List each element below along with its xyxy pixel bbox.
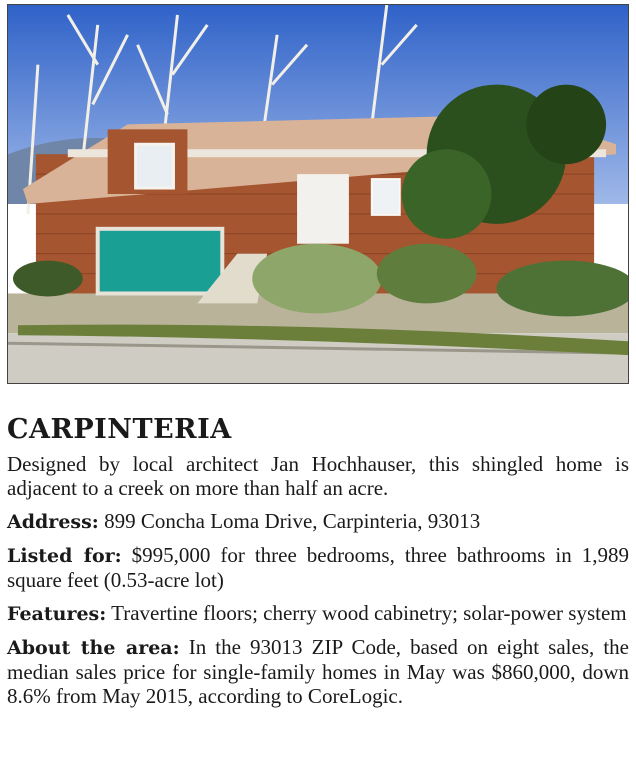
features-label: Features: bbox=[7, 603, 107, 625]
listed-label: Listed for: bbox=[7, 545, 122, 567]
house-photo bbox=[7, 4, 629, 384]
features-paragraph bbox=[7, 601, 629, 626]
headline: CARPINTERIA bbox=[7, 414, 232, 445]
upper-window bbox=[136, 144, 174, 188]
address-label: Address: bbox=[7, 511, 99, 533]
garage-door bbox=[98, 229, 223, 294]
area-label: About the area: bbox=[7, 637, 180, 659]
window bbox=[372, 179, 400, 215]
house-illustration bbox=[8, 5, 628, 383]
area-value: In the 93013 ZIP Code, based on eight sales, the median sales price for single-family homes in May was $860,000, down 8.6% from May 2015, according to CoreLogic. bbox=[7, 635, 629, 708]
area-paragraph bbox=[7, 635, 629, 708]
front-door bbox=[297, 174, 349, 244]
listed-value: $995,000 for three bedrooms, three bathrooms in 1,989 square feet (0.53-acre lot) bbox=[7, 543, 629, 592]
features-value: Travertine floors; cherry wood cabinetry; solar-power system bbox=[106, 601, 627, 625]
listed-paragraph bbox=[7, 543, 629, 592]
article bbox=[7, 414, 629, 717]
address-value: 899 Concha Loma Drive, Carpinteria, 93013 bbox=[98, 509, 481, 533]
address-paragraph bbox=[7, 509, 629, 534]
intro-paragraph: Designed by local architect Jan Hochhauser, this shingled home is adjacent to a creek on more than half an acre. bbox=[7, 452, 629, 500]
